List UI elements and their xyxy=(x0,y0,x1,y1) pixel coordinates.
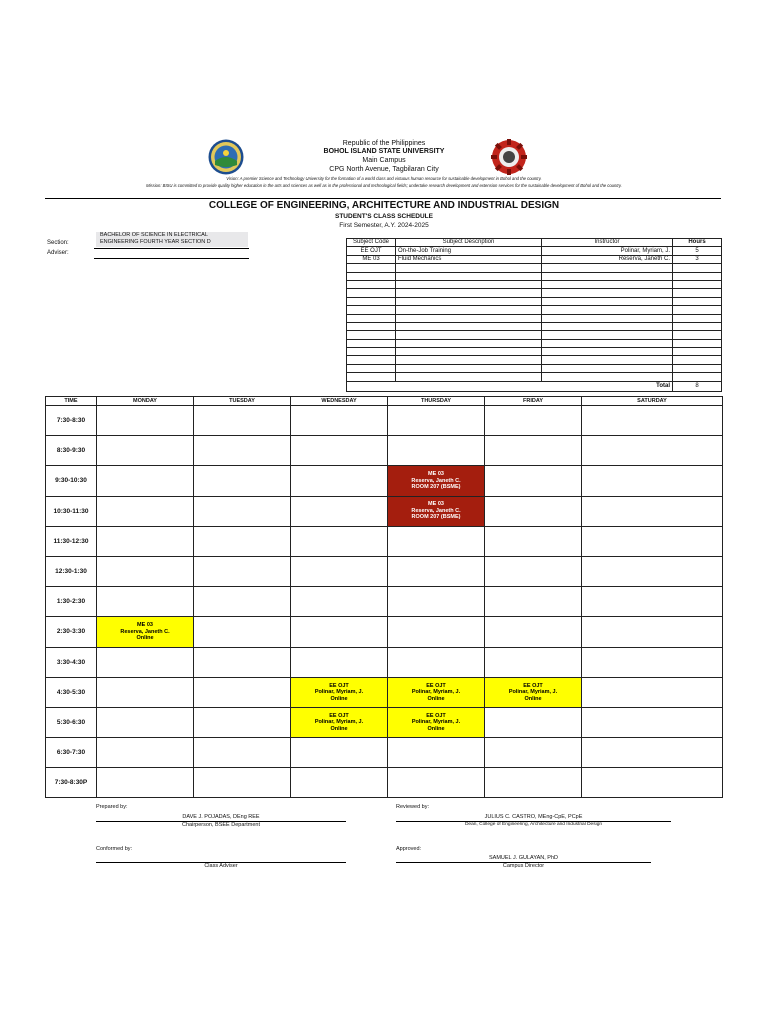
reviewed-by-name: JULIUS C. CASTRO, MEng-CpE, PCpE xyxy=(484,814,583,820)
schedule-cell xyxy=(97,617,194,647)
schedule-cell xyxy=(97,768,194,798)
subject-cell xyxy=(542,339,673,347)
schedule-day-header: MONDAY xyxy=(97,397,194,406)
subject-row xyxy=(347,348,722,356)
schedule-cell xyxy=(485,647,582,677)
subject-cell xyxy=(347,289,396,297)
schedule-cell xyxy=(582,707,723,737)
class-block-line: Reserva, Janeth C. xyxy=(411,507,461,514)
time-slot-label: 7:30-8:30 xyxy=(46,406,97,436)
class-block-line: ME 03 xyxy=(428,501,444,508)
subjects-header-row xyxy=(347,239,722,247)
time-slot-label: 10:30-11:30 xyxy=(46,496,97,526)
schedule-row xyxy=(46,496,723,526)
subject-cell xyxy=(396,331,542,339)
subject-cell xyxy=(673,356,722,364)
schedule-cell xyxy=(291,768,388,798)
subject-cell xyxy=(542,289,673,297)
semester-label: First Semester, A.Y. 2024-2025 xyxy=(339,222,429,229)
subject-cell xyxy=(347,322,396,330)
schedule-cell xyxy=(97,466,194,496)
class-block-line: Online xyxy=(136,635,154,642)
subjects-header-cell: Hours xyxy=(673,239,722,247)
approved-by-title: Campus Director xyxy=(502,863,545,869)
schedule-cell xyxy=(388,526,485,556)
schedule-cell xyxy=(97,707,194,737)
reviewed-by-label: Reviewed by: xyxy=(396,804,430,810)
schedule-cell xyxy=(291,556,388,586)
schedule-cell xyxy=(194,526,291,556)
time-slot-label: 7:30-8:30P xyxy=(46,768,97,798)
schedule-cell xyxy=(194,647,291,677)
schedule-row xyxy=(46,556,723,586)
schedule-row xyxy=(46,617,723,647)
schedule-cell xyxy=(582,496,723,526)
subjects-table xyxy=(346,238,722,392)
subject-cell: Polinar, Myriam, J. xyxy=(542,247,673,255)
subject-cell xyxy=(542,356,673,364)
subject-cell: Reserva, Janeth C. xyxy=(542,255,673,263)
schedule-row xyxy=(46,738,723,768)
subject-cell xyxy=(542,306,673,314)
subject-cell: On-the-Job Training xyxy=(396,247,542,255)
subject-cell xyxy=(396,264,542,272)
campus-name: Main Campus xyxy=(362,157,406,164)
subject-cell xyxy=(542,322,673,330)
schedule-body xyxy=(46,406,723,798)
schedule-cell xyxy=(582,677,723,707)
class-block-line: ROOM 207 (BSME) xyxy=(411,514,461,521)
subject-cell: ME 03 xyxy=(347,255,396,263)
schedule-row xyxy=(46,466,723,496)
class-block-line: Online xyxy=(427,725,445,732)
schedule-cell xyxy=(97,738,194,768)
schedule-cell xyxy=(291,526,388,556)
class-block xyxy=(97,617,193,646)
subject-cell xyxy=(347,331,396,339)
class-block-line: Online xyxy=(427,695,445,702)
section-value-line2: ENGINEERING FOURTH YEAR SECTION D xyxy=(100,239,211,245)
subject-row xyxy=(347,373,722,381)
schedule-day-header: TUESDAY xyxy=(194,397,291,406)
prepared-by-name: DAVE J. POJADAS, DEng REE xyxy=(182,814,260,820)
schedule-day-header: FRIDAY xyxy=(485,397,582,406)
schedule-cell xyxy=(485,707,582,737)
subject-row xyxy=(347,272,722,280)
schedule-cell xyxy=(582,556,723,586)
schedule-cell xyxy=(97,587,194,617)
subject-cell xyxy=(673,339,722,347)
subject-cell xyxy=(542,314,673,322)
class-block-line: EE OJT xyxy=(329,712,349,719)
schedule-cell xyxy=(388,406,485,436)
prepared-by-label: Prepared by: xyxy=(96,804,128,810)
subject-cell xyxy=(542,364,673,372)
schedule-cell xyxy=(97,647,194,677)
subject-row xyxy=(347,247,722,255)
time-slot-label: 4:30-5:30 xyxy=(46,677,97,707)
schedule-cell xyxy=(582,617,723,647)
section-underline xyxy=(94,248,249,249)
schedule-header-row xyxy=(46,397,723,406)
subject-row xyxy=(347,297,722,305)
time-slot-label: 1:30-2:30 xyxy=(46,587,97,617)
class-block-line: Polinar, Myriam, J. xyxy=(314,719,364,726)
subject-row xyxy=(347,306,722,314)
subject-cell xyxy=(347,364,396,372)
subjects-body xyxy=(347,247,722,381)
schedule-cell xyxy=(582,738,723,768)
section-value-line1: BACHELOR OF SCIENCE IN ELECTRICAL xyxy=(100,232,208,238)
class-block-line: Online xyxy=(330,695,348,702)
subject-row xyxy=(347,289,722,297)
subject-cell xyxy=(396,348,542,356)
subject-row xyxy=(347,314,722,322)
schedule-cell xyxy=(388,466,485,496)
schedule-cell xyxy=(194,738,291,768)
schedule-row xyxy=(46,647,723,677)
schedule-cell xyxy=(194,617,291,647)
subject-cell xyxy=(542,373,673,381)
adviser-underline xyxy=(94,258,249,259)
class-block xyxy=(291,708,387,737)
subject-cell xyxy=(542,348,673,356)
subject-cell xyxy=(396,339,542,347)
subject-cell xyxy=(347,272,396,280)
class-block-line: EE OJT xyxy=(329,682,349,689)
subject-cell xyxy=(673,373,722,381)
subjects-total-row xyxy=(347,381,722,391)
subject-cell xyxy=(396,280,542,288)
subject-cell xyxy=(673,348,722,356)
class-block-line: ME 03 xyxy=(137,622,153,629)
university-name: BOHOL ISLAND STATE UNIVERSITY xyxy=(323,148,445,155)
schedule-grid xyxy=(45,396,723,798)
schedule-cell xyxy=(97,406,194,436)
subject-cell: 5 xyxy=(673,247,722,255)
time-slot-label: 2:30-3:30 xyxy=(46,617,97,647)
subject-row xyxy=(347,322,722,330)
time-slot-label: 3:30-4:30 xyxy=(46,647,97,677)
approved-by-name: SAMUEL J. GULAYAN, PhD xyxy=(489,855,558,861)
subject-cell xyxy=(347,264,396,272)
subjects-header-cell: Instructor xyxy=(542,239,673,247)
schedule-cell xyxy=(388,707,485,737)
class-block xyxy=(388,708,484,737)
schedule-cell xyxy=(291,496,388,526)
schedule-cell xyxy=(485,496,582,526)
schedule-row xyxy=(46,768,723,798)
subject-row xyxy=(347,364,722,372)
subjects-header-cell: Subject Description xyxy=(396,239,542,247)
schedule-cell xyxy=(388,738,485,768)
schedule-cell xyxy=(582,436,723,466)
class-block-line: Online xyxy=(330,725,348,732)
schedule-cell xyxy=(291,466,388,496)
subject-cell xyxy=(673,297,722,305)
total-label: Total xyxy=(542,381,673,391)
schedule-cell xyxy=(388,587,485,617)
subject-cell xyxy=(673,264,722,272)
time-slot-label: 12:30-1:30 xyxy=(46,556,97,586)
subject-row xyxy=(347,331,722,339)
approved-label: Approved: xyxy=(396,846,422,852)
subject-cell xyxy=(396,356,542,364)
class-block-line: EE OJT xyxy=(523,682,543,689)
subjects-header-cell: Subject Code xyxy=(347,239,396,247)
schedule-row xyxy=(46,436,723,466)
header-rule xyxy=(45,198,721,199)
schedule-cell xyxy=(485,436,582,466)
schedule-cell xyxy=(388,768,485,798)
time-slot-label: 8:30-9:30 xyxy=(46,436,97,466)
schedule-cell xyxy=(485,587,582,617)
schedule-cell xyxy=(194,587,291,617)
time-slot-label: 9:30-10:30 xyxy=(46,466,97,496)
schedule-cell xyxy=(485,677,582,707)
subject-row xyxy=(347,255,722,263)
schedule-row xyxy=(46,587,723,617)
schedule-cell xyxy=(291,436,388,466)
subject-cell xyxy=(347,339,396,347)
subject-cell xyxy=(396,289,542,297)
class-block xyxy=(485,678,581,707)
schedule-cell xyxy=(485,768,582,798)
subject-cell: Fluid Mechanics xyxy=(396,255,542,263)
time-slot-label: 6:30-7:30 xyxy=(46,738,97,768)
schedule-cell xyxy=(388,436,485,466)
subject-cell xyxy=(347,348,396,356)
subject-cell xyxy=(347,297,396,305)
schedule-cell xyxy=(194,466,291,496)
schedule-row xyxy=(46,677,723,707)
schedule-cell xyxy=(388,677,485,707)
schedule-cell xyxy=(291,738,388,768)
subject-cell xyxy=(347,280,396,288)
schedule-cell xyxy=(485,406,582,436)
subject-row xyxy=(347,356,722,364)
subject-cell xyxy=(542,331,673,339)
class-block xyxy=(388,466,484,495)
subject-cell xyxy=(347,314,396,322)
subject-cell xyxy=(673,331,722,339)
subject-cell xyxy=(673,322,722,330)
class-block-line: Polinar, Myriam, J. xyxy=(508,689,558,696)
schedule-cell xyxy=(194,406,291,436)
class-block-line: ROOM 207 (BSME) xyxy=(411,484,461,491)
schedule-cell xyxy=(388,647,485,677)
class-block-line: Reserva, Janeth C. xyxy=(411,477,461,484)
subject-cell xyxy=(673,280,722,288)
schedule-cell xyxy=(291,406,388,436)
class-block xyxy=(388,678,484,707)
class-block-line: EE OJT xyxy=(426,682,446,689)
subject-cell xyxy=(673,364,722,372)
document-title: STUDENT'S CLASS SCHEDULE xyxy=(335,213,433,220)
schedule-cell xyxy=(291,617,388,647)
class-block-line: Online xyxy=(524,695,542,702)
schedule-cell xyxy=(582,526,723,556)
college-title: COLLEGE OF ENGINEERING, ARCHITECTURE AND INDUSTRIAL DESIGN xyxy=(208,200,560,211)
schedule-cell xyxy=(485,738,582,768)
schedule-cell xyxy=(291,587,388,617)
schedule-cell xyxy=(485,526,582,556)
schedule-day-header: TIME xyxy=(46,397,97,406)
subject-cell xyxy=(396,272,542,280)
schedule-cell xyxy=(194,556,291,586)
subject-cell xyxy=(396,322,542,330)
section-label: Section: xyxy=(47,240,69,246)
schedule-row xyxy=(46,707,723,737)
republic-line: Republic of the Philippines xyxy=(342,140,426,147)
class-block-line: Polinar, Myriam, J. xyxy=(411,689,461,696)
subject-cell xyxy=(347,356,396,364)
schedule-cell xyxy=(291,677,388,707)
schedule-cell xyxy=(97,556,194,586)
subject-cell xyxy=(673,272,722,280)
subject-cell xyxy=(673,306,722,314)
conformed-by-title: Class Adviser xyxy=(204,863,238,869)
schedule-cell xyxy=(485,556,582,586)
class-block-line: Reserva, Janeth C. xyxy=(120,628,170,635)
class-block-line: ME 03 xyxy=(428,471,444,478)
schedule-cell xyxy=(388,617,485,647)
schedule-cell xyxy=(582,406,723,436)
schedule-cell xyxy=(582,466,723,496)
class-block-line: EE OJT xyxy=(426,712,446,719)
schedule-cell xyxy=(582,768,723,798)
subject-row xyxy=(347,264,722,272)
mission-statement: Mission: BISU is committed to provide quality higher education in the arts and sciences as well as in the professional and technological fields; undertake research development and extension services for the sustainable development of Bohol and the country. xyxy=(146,183,622,188)
subject-cell xyxy=(542,272,673,280)
class-block xyxy=(291,678,387,707)
adviser-label: Adviser: xyxy=(47,250,69,256)
subject-cell xyxy=(396,297,542,305)
schedule-row xyxy=(46,526,723,556)
prepared-by-title: Chairperson, BSEE Department xyxy=(182,822,260,828)
class-block xyxy=(388,497,484,526)
subject-cell xyxy=(396,314,542,322)
class-block-line: Polinar, Myriam, J. xyxy=(411,719,461,726)
subject-row xyxy=(347,339,722,347)
time-slot-label: 5:30-6:30 xyxy=(46,707,97,737)
schedule-cell xyxy=(582,647,723,677)
campus-address: CPG North Avenue, Tagbilaran City xyxy=(329,166,439,173)
class-block-line: Polinar, Myriam, J. xyxy=(314,689,364,696)
schedule-day-header: THURSDAY xyxy=(388,397,485,406)
schedule-cell xyxy=(97,677,194,707)
schedule-day-header: WEDNESDAY xyxy=(291,397,388,406)
schedule-cell xyxy=(97,496,194,526)
time-slot-label: 11:30-12:30 xyxy=(46,526,97,556)
schedule-day-header: SATURDAY xyxy=(582,397,723,406)
subject-cell: EE OJT xyxy=(347,247,396,255)
subject-cell xyxy=(542,297,673,305)
schedule-cell xyxy=(291,707,388,737)
subject-cell xyxy=(396,373,542,381)
reviewed-by-title: Dean, College of Engineering, Architecture and Industrial Design xyxy=(464,822,603,827)
section-value-box xyxy=(96,232,248,247)
vision-statement: Vision: A premier Science and Technology University for the formation of a world class and virtuous human resource for sustainable development in Bohol and the country. xyxy=(226,176,542,181)
subject-row xyxy=(347,280,722,288)
schedule-cell xyxy=(97,436,194,466)
subject-cell xyxy=(347,306,396,314)
subject-cell xyxy=(542,280,673,288)
schedule-cell xyxy=(194,677,291,707)
subject-cell xyxy=(396,364,542,372)
schedule-cell xyxy=(194,496,291,526)
schedule-cell xyxy=(485,466,582,496)
schedule-cell xyxy=(485,617,582,647)
schedule-row xyxy=(46,406,723,436)
schedule-cell xyxy=(388,556,485,586)
subject-cell xyxy=(673,289,722,297)
schedule-cell xyxy=(388,496,485,526)
schedule-cell xyxy=(97,526,194,556)
subject-cell xyxy=(542,264,673,272)
total-hours: 8 xyxy=(673,381,722,391)
schedule-cell xyxy=(194,436,291,466)
schedule-cell xyxy=(291,647,388,677)
subject-cell xyxy=(673,314,722,322)
schedule-cell xyxy=(194,768,291,798)
subject-cell xyxy=(396,306,542,314)
conformed-by-label: Conformed by: xyxy=(96,846,133,852)
schedule-cell xyxy=(582,587,723,617)
schedule-cell xyxy=(194,707,291,737)
subject-cell: 3 xyxy=(673,255,722,263)
subject-cell xyxy=(347,373,396,381)
